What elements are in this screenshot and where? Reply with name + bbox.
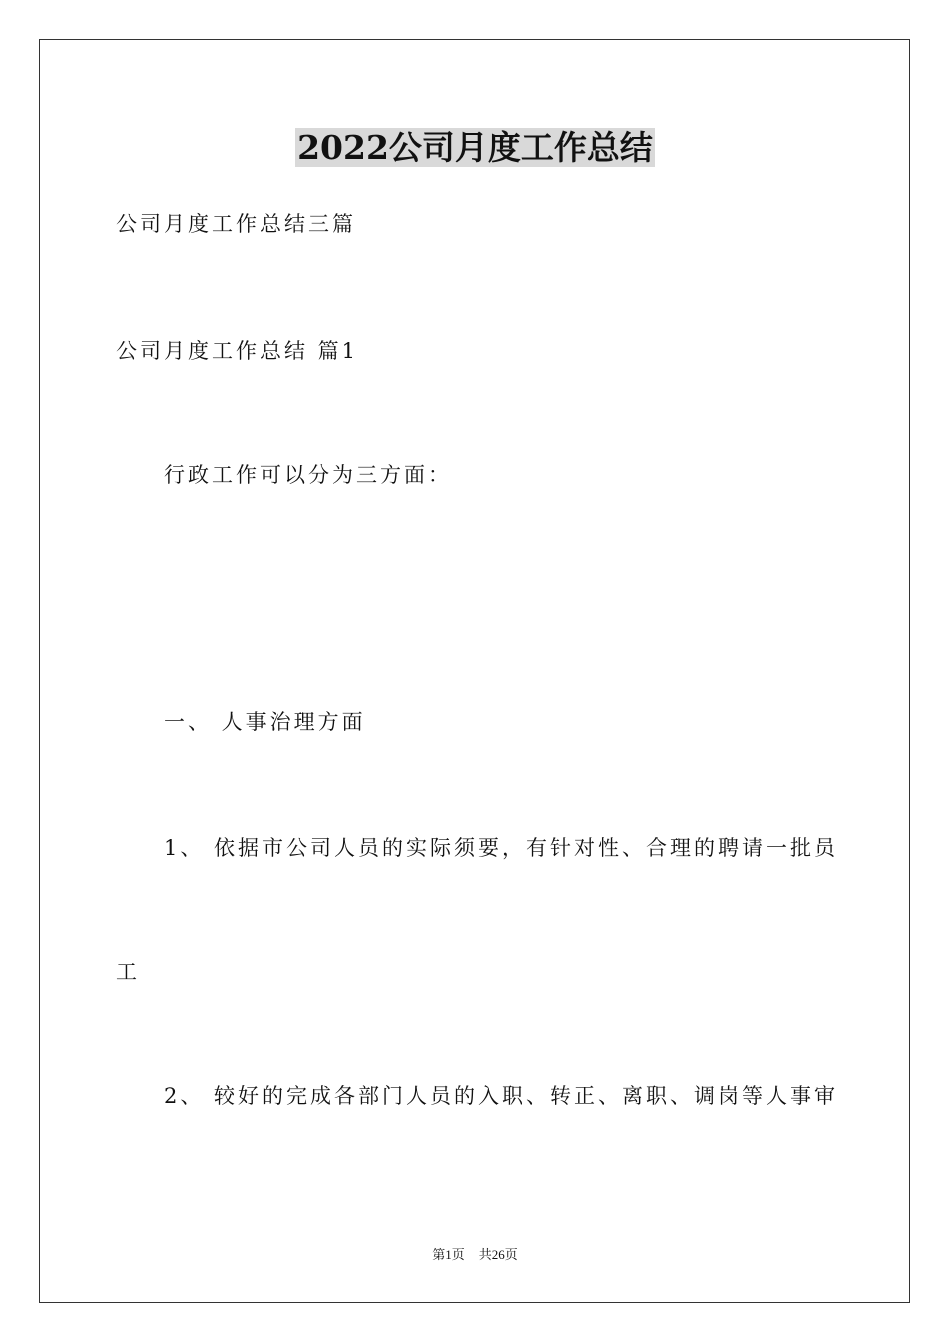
list-item-2: 2、 较好的完成各部门人员的入职、转正、离职、调岗等人事审 xyxy=(164,1084,839,1108)
list-heading: 一、 人事治理方面 xyxy=(164,710,366,734)
paragraph-intro: 行政工作可以分为三方面： xyxy=(164,463,452,487)
page-number: 第1页 xyxy=(432,1247,465,1262)
list-item-1-continuation: 工 xyxy=(116,960,140,984)
page-total: 共26页 xyxy=(478,1247,518,1262)
section-heading: 公司月度工作总结 篇1 xyxy=(116,339,359,363)
document-title-text: 2022公司月度工作总结 xyxy=(297,128,653,167)
subtitle-line: 公司月度工作总结三篇 xyxy=(116,212,356,236)
list-item-1: 1、 依据市公司人员的实际须要，有针对性、合理的聘请一批员 xyxy=(164,836,839,860)
page-footer xyxy=(0,1246,950,1264)
document-title xyxy=(0,126,950,170)
